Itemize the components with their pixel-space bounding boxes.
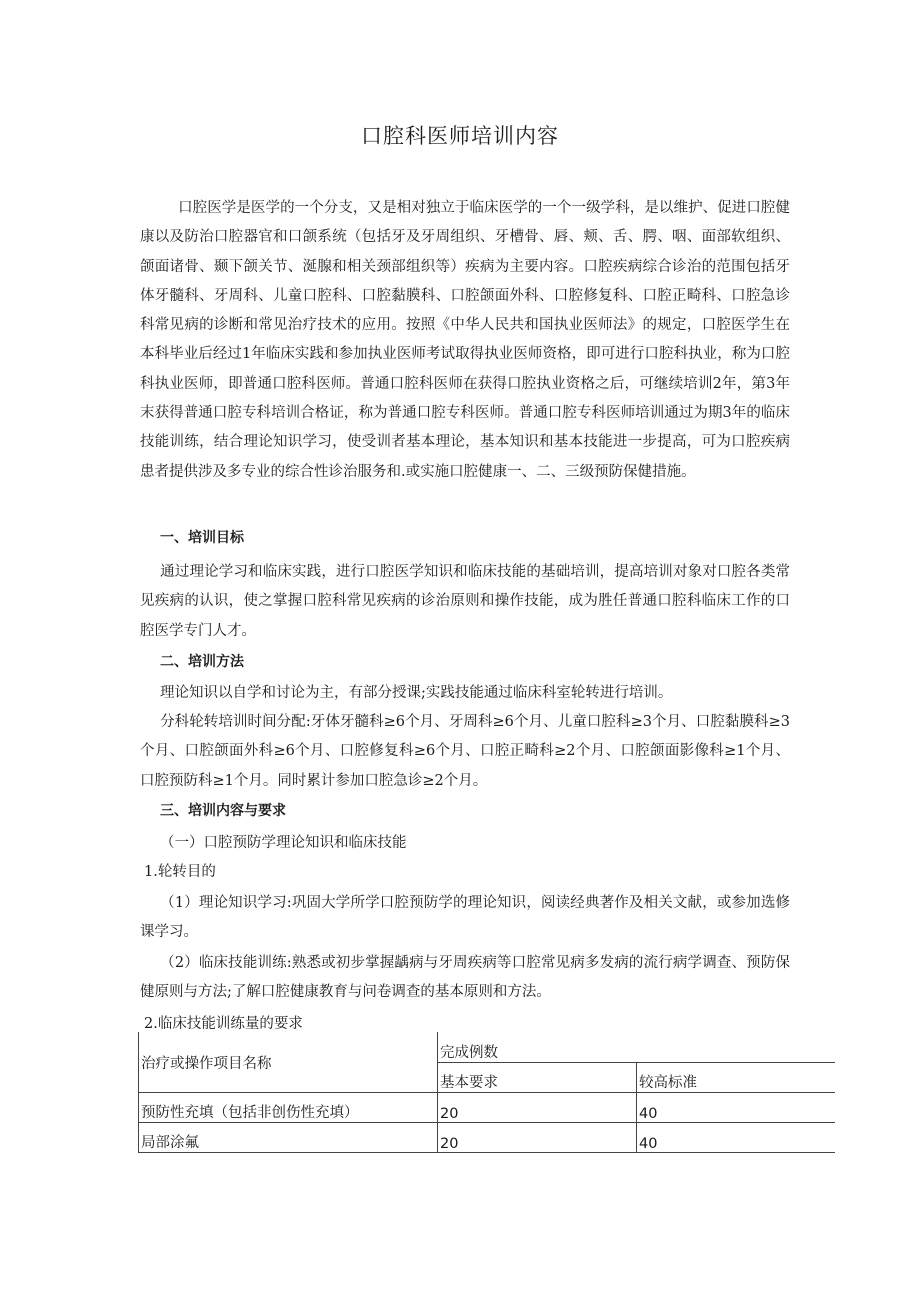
row-high-value: 40: [637, 1093, 836, 1123]
header-item-name: 治疗或操作项目名称: [139, 1032, 438, 1093]
methods-paragraph-2: [140, 708, 790, 796]
section-heading-content: 三、培训内容与要求: [160, 803, 286, 819]
item-clinical-text: （2）临床技能训练:熟悉或初步掌握龋病与牙周疾病等口腔常见病多发病的流行病学调查、预防保健原则与方法;了解口腔健康教育与问卷调查的基本原则和方法。: [140, 955, 790, 1001]
section-heading-methods: 二、培训方法: [160, 654, 244, 670]
table-row: [139, 1123, 836, 1153]
row-item-name: 预防性充填（包括非创伤性充填）: [139, 1093, 438, 1123]
subsection-prevention: （一）口腔预防学理论知识和临床技能: [160, 835, 407, 851]
item-theory-text: （1）理论知识学习:巩固大学所学口腔预防学的理论知识，阅读经典著作及相关文献，或参加选修课学习。: [140, 895, 790, 941]
section-heading-goals: 一、培训目标: [160, 530, 244, 546]
row-basic-value: 20: [438, 1123, 637, 1153]
row-item-name: 局部涂氟: [139, 1123, 438, 1153]
header-completed-count: 完成例数: [438, 1032, 836, 1063]
goals-paragraph: [140, 558, 790, 646]
header-basic-requirement: 基本要求: [438, 1063, 637, 1093]
item-training-volume: 2.临床技能训练量的要求: [144, 1016, 303, 1032]
item-clinical-paragraph: [140, 949, 790, 1008]
item-theory-paragraph: [140, 889, 790, 948]
training-volume-table: [138, 1032, 835, 1153]
item-rotation-purpose: 1.轮转目的: [144, 864, 216, 880]
methods-paragraph-1: 理论知识以自学和讨论为主，有部分授课;实践技能通过临床科室轮转进行培训。: [160, 685, 673, 701]
row-basic-value: 20: [438, 1093, 637, 1123]
intro-paragraph: [140, 194, 790, 487]
row-high-value: 40: [637, 1123, 836, 1153]
header-higher-standard: 较高标准: [637, 1063, 836, 1093]
table-row: [139, 1093, 836, 1123]
goals-text: 通过理论学习和临床实践，进行口腔医学知识和临床技能的基础培训，提高培训对象对口腔各类常见疾病的认识，使之掌握口腔科常见疾病的诊治原则和操作技能，成为胜任普通口腔科临床工作的口腔医学专门人才。: [140, 564, 790, 639]
document-title: 口腔科医师培训内容: [361, 124, 559, 148]
methods-text-2: 分科轮转培训时间分配:牙体牙髓科≥6个月、牙周科≥6个月、儿童口腔科≥3个月、口腔黏膜科≥3个月、口腔颌面外科≥6个月、口腔修复科≥6个月、口腔正畸科≥2个月、口腔颌面影像科≥1个月、口腔预防科≥1个月。同时累计参加口腔急诊≥2个月。: [140, 714, 790, 789]
intro-text: 口腔医学是医学的一个分支，又是相对独立于临床医学的一个一级学科，是以维护、促进口腔健康以及防治口腔器官和口颌系统（包括牙及牙周组织、牙槽骨、唇、颊、舌、腭、咽、面部软组织、颌面诸骨、颞下颌关节、涎腺和相关颈部组织等）疾病为主要内容。口腔疾病综合诊治的范围包括牙体牙髓科、牙周科、儿童口腔科、口腔黏膜科、口腔颌面外科、口腔修复科、口腔正畸科、口腔急诊科常见病的诊断和常见治疗技术的应用。按照《中华人民共和国执业医师法》的规定，口腔医学生在本科毕业后经过1年临床实践和参加执业医师考试取得执业医师资格，即可进行口腔科执业，称为口腔科执业医师，即普通口腔科医师。普通口腔科医师在获得口腔执业资格之后，可继续培训2年，第3年末获得普通口腔专科培训合格证，称为普通口腔专科医师。普通口腔专科医师培训通过为期3年的临床技能训练，结合理论知识学习，使受训者基本理论，基本知识和基本技能进一步提高，可为口腔疾病患者提供涉及多专业的综合性诊治服务和.或实施口腔健康一、二、三级预防保健措施。: [140, 200, 790, 480]
